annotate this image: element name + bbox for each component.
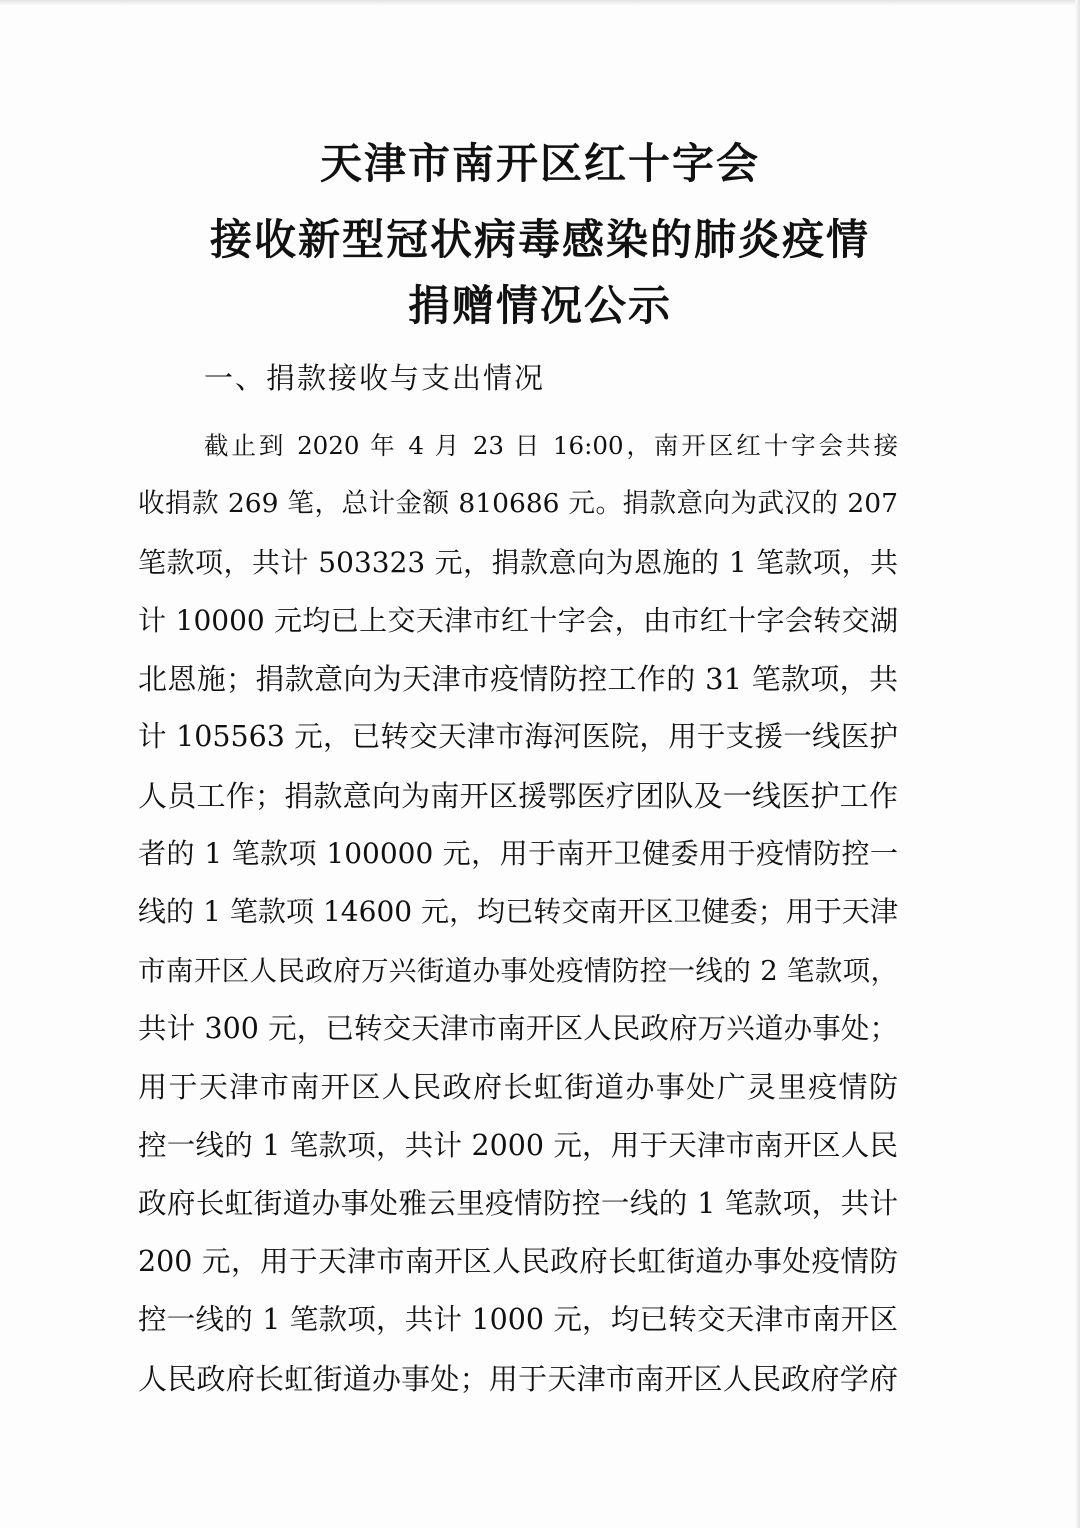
title-line-2: 接收新型冠状病毒感染的肺炎疫情 xyxy=(209,215,870,264)
body-line: 用于天津市南开区人民政府长虹街道办事处广灵里疫情防 xyxy=(138,1070,898,1105)
body-line: 线的 1 笔款项 14600 元，均已转交南开区卫健委；用于天津 xyxy=(138,895,898,929)
body-line: 控一线的 1 笔款项，共计 2000 元，用于天津市南开区人民 xyxy=(138,1128,898,1162)
body-line: 北恩施；捐款意向为天津市疫情防控工作的 31 笔款项，共 xyxy=(138,662,898,697)
body-line: 人民政府长虹街道办事处；用于天津市南开区人民政府学府 xyxy=(138,1361,898,1396)
section-heading: 一、捐款接收与支出情况 xyxy=(204,361,546,395)
body-line: 市南开区人民政府万兴街道办事处疫情防控一线的 2 笔款项， xyxy=(138,954,898,987)
body-line: 计 105563 元，已转交天津市海河医院，用于支援一线医护 xyxy=(138,720,898,754)
scan-edge-top xyxy=(0,0,1080,6)
title-line-1: 天津市南开区红十字会 xyxy=(319,139,760,188)
body-line: 者的 1 笔款项 100000 元，用于南开卫健委用于疫情防控一 xyxy=(138,837,898,871)
body-line: 人员工作；捐款意向为南开区援鄂医疗团队及一线医护工作 xyxy=(138,778,898,813)
body-line: 收捐款 269 笔，总计金额 810686 元。捐款意向为武汉的 207 xyxy=(138,488,898,520)
body-line: 共计 300 元，已转交天津市南开区人民政府万兴道办事处； xyxy=(138,1011,898,1045)
body-line: 笔款项，共计 503323 元，捐款意向为恩施的 1 笔款项，共 xyxy=(138,545,898,579)
body-line: 计 10000 元均已上交天津市红十字会，由市红十字会转交湖 xyxy=(138,603,898,637)
body-line: 控一线的 1 笔款项，共计 1000 元，均已转交天津市南开区 xyxy=(138,1303,898,1337)
body-line: 政府长虹街道办事处雅云里疫情防控一线的 1 笔款项，共计 xyxy=(138,1186,898,1220)
body-line: 截止到 2020 年 4 月 23 日 16:00，南开区红十字会共接 xyxy=(204,431,898,460)
body-line: 200 元，用于天津市南开区人民政府长虹街道办事处疫情防 xyxy=(138,1245,898,1279)
title-line-3: 捐赠情况公示 xyxy=(407,281,672,330)
body-paragraph xyxy=(138,417,898,1408)
